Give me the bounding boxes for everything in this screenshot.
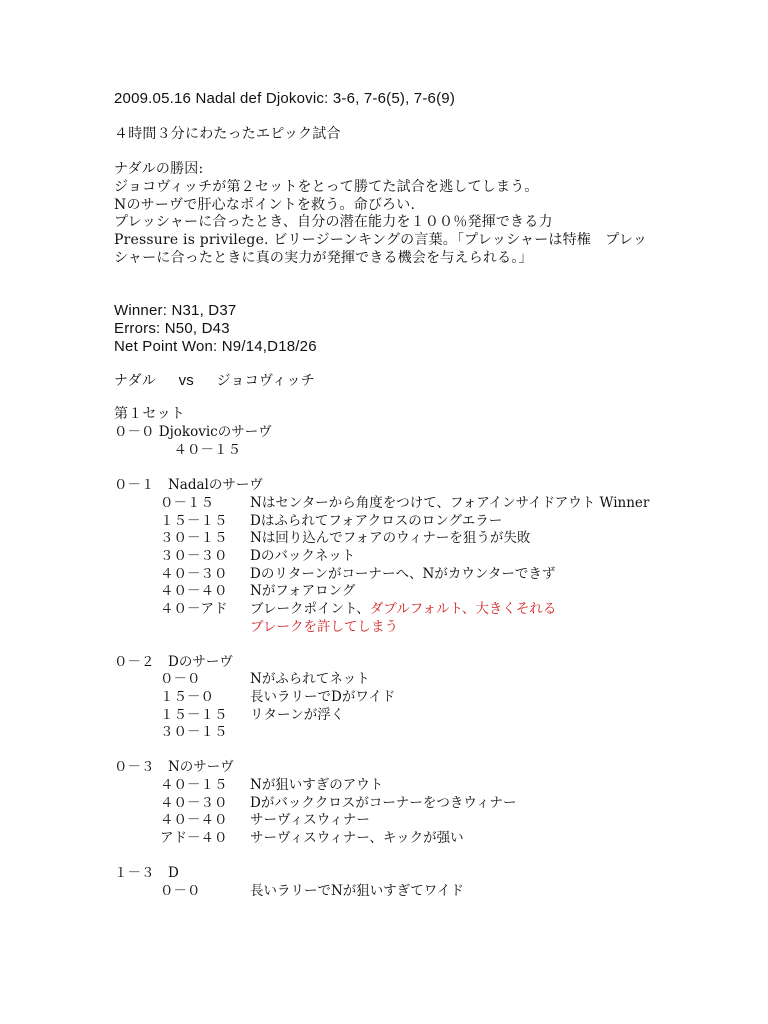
- point-note: Nがふられてネット: [250, 671, 370, 687]
- point-score: ４０－３０: [160, 566, 228, 582]
- point-note: Nはセンターから角度をつけて、フォアインサイドアウト Winner: [250, 495, 650, 511]
- reason-line: Nのサーヴで肝心なポイントを救う。命びろい.: [114, 197, 416, 213]
- point-note: リターンが浮く: [250, 707, 345, 723]
- stat-errors: Errors: N50, D43: [114, 320, 230, 337]
- reason-line: シャーに合ったときに真の実力が発揮できる機会を与えられる。」: [114, 250, 533, 266]
- point-note: Dがバッククロスがコーナーをつきウィナー: [250, 795, 517, 811]
- vs-label: vs: [178, 372, 194, 389]
- point-score: ３０－３０: [160, 548, 228, 564]
- point-note-highlight: ブレークを許してしまう: [250, 619, 398, 635]
- point-note: サーヴィスウィナー: [250, 812, 370, 828]
- point-score: １５－１５: [160, 707, 228, 723]
- match-subtitle: ４時間３分にわたったエピック試合: [114, 126, 341, 142]
- point-score: ４０－１５: [160, 777, 228, 793]
- game-heading: １－３ D: [114, 865, 179, 881]
- point-score: ４０－１５: [160, 442, 241, 458]
- player-left: ナダル: [114, 373, 156, 389]
- point-score: ０－０: [160, 883, 201, 899]
- point-score: ４０－アド: [160, 601, 228, 617]
- point-note-highlight: ダブルフォルト、大きくそれる: [369, 601, 557, 617]
- point-note: 長いラリーでDがワイド: [250, 689, 396, 705]
- point-note: 長いラリーでNが狙いすぎてワイド: [250, 883, 464, 899]
- point-note: ブレークポイント、: [250, 601, 370, 617]
- match-title: 2009.05.16 Nadal def Djokovic: 3-6, 7-6(5), 7-6(9): [114, 90, 456, 107]
- player-right: ジョコヴィッチ: [216, 373, 315, 389]
- game-heading: ０－２ Dのサーヴ: [114, 654, 233, 670]
- set-title: 第１セット: [114, 406, 185, 422]
- stat-net-points: Net Point Won: N9/14,D18/26: [114, 338, 317, 355]
- reason-line: ジョコヴィッチが第２セットをとって勝てた試合を逃してしまう。: [114, 179, 539, 195]
- point-score: １５－１５: [160, 513, 228, 529]
- point-score: ０－１５: [160, 495, 214, 511]
- reason-line: プレッシャーに合ったとき、自分の潜在能力を１００％発揮できる力: [114, 214, 553, 230]
- game-heading: ０－１ Nadalのサーヴ: [114, 477, 263, 493]
- point-score: ４０－３０: [160, 795, 228, 811]
- reason-line: Pressure is privilege. ビリージーンキングの言葉。「プレッシャーは特権 プレッ: [114, 232, 648, 248]
- point-score: ３０－１５: [160, 724, 228, 740]
- stat-winner: Winner: N31, D37: [114, 302, 237, 319]
- reasons-heading: ナダルの勝因:: [114, 161, 204, 177]
- game-heading: ０－０ Djokovicのサーヴ: [114, 424, 272, 440]
- point-score: ３０－１５: [160, 530, 228, 546]
- point-score: ４０－４０: [160, 583, 228, 599]
- point-note: Nがフォアロング: [250, 583, 356, 599]
- point-score: ０－０: [160, 671, 201, 687]
- point-note: Nは回り込んでフォアのウィナーを狙うが失敗: [250, 530, 531, 546]
- versus-line: [114, 372, 315, 390]
- game-heading: ０－３ Nのサーヴ: [114, 759, 234, 775]
- point-note: Dのリターンがコーナーへ、Nがカウンターできず: [250, 566, 556, 582]
- point-note-line: [250, 600, 556, 618]
- point-score: アド－４０: [160, 830, 228, 846]
- point-note: サーヴィスウィナー、キックが强い: [250, 830, 464, 846]
- point-note: Dのバックネット: [250, 548, 356, 564]
- point-score: １５－０: [160, 689, 214, 705]
- point-note: Dはふられてフォアクロスのロングエラー: [250, 513, 503, 529]
- point-note: Nが狙いすぎのアウト: [250, 777, 384, 793]
- point-score: ４０－４０: [160, 812, 228, 828]
